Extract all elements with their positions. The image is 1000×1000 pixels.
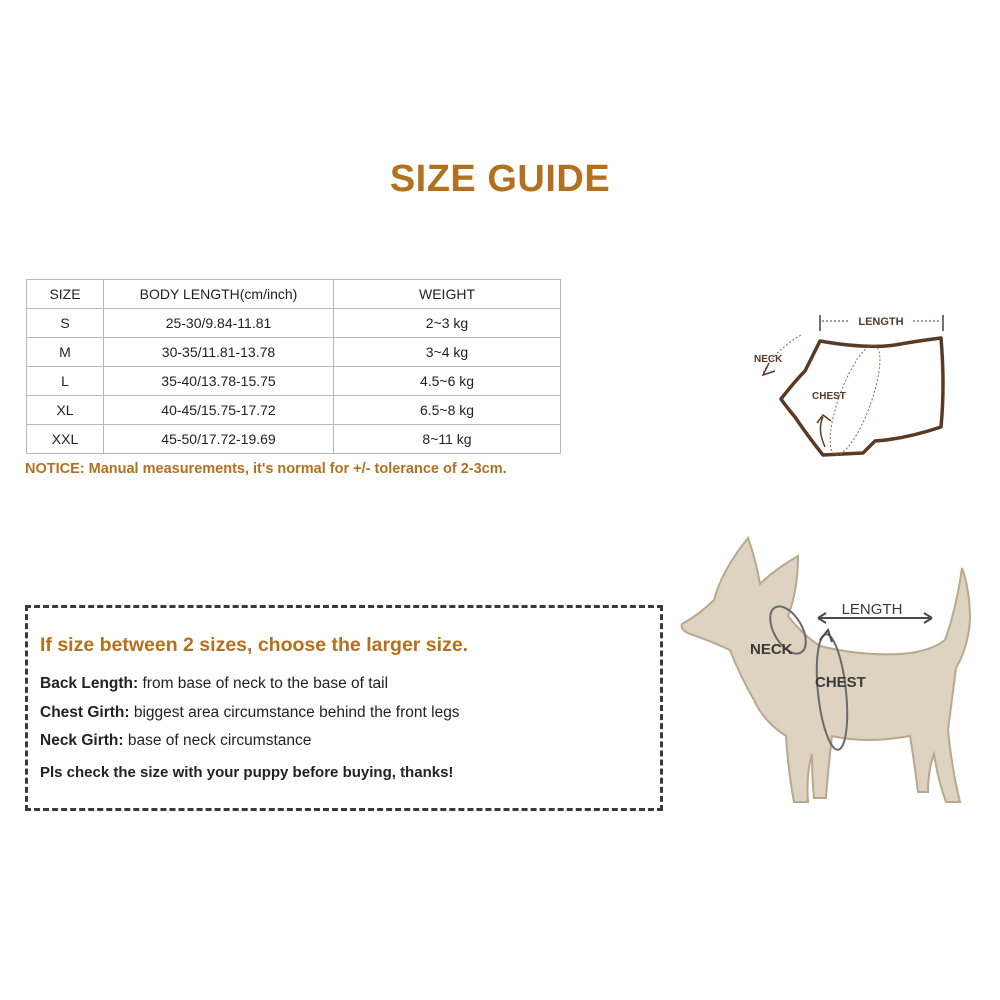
sizing-notes-box (25, 605, 663, 811)
table-cell: 45-50/17.72-19.69 (104, 425, 334, 454)
garment-outline (781, 338, 943, 455)
back-length-label: Back Length: (40, 675, 139, 692)
size-table (26, 279, 561, 454)
garment-chest-label: CHEST (812, 391, 846, 402)
garment-neck-label: NECK (754, 354, 783, 365)
back-length-text: from base of neck to the base of tail (138, 675, 389, 692)
garment-length-label: LENGTH (858, 316, 904, 328)
dog-diagram (670, 530, 990, 820)
table-header: BODY LENGTH(cm/inch) (104, 280, 334, 309)
garment-diagram (745, 305, 955, 470)
neck-girth-label: Neck Girth: (40, 732, 124, 749)
table-cell: 2~3 kg (334, 309, 561, 338)
dog-silhouette (682, 538, 970, 802)
table-cell: 25-30/9.84-11.81 (104, 309, 334, 338)
dog-length-label: LENGTH (841, 601, 903, 618)
table-row (27, 396, 561, 425)
dog-neck-label: NECK (750, 641, 793, 658)
table-cell: 6.5~8 kg (334, 396, 561, 425)
table-row (27, 309, 561, 338)
dog-chest-label: CHEST (815, 674, 866, 691)
table-cell: XXL (27, 425, 104, 454)
table-cell: 8~11 kg (334, 425, 561, 454)
table-cell: L (27, 367, 104, 396)
chest-girth-text: biggest area circumstance behind the front legs (129, 704, 460, 721)
table-cell: 4.5~6 kg (334, 367, 561, 396)
table-cell: 40-45/15.75-17.72 (104, 396, 334, 425)
neck-girth-text: base of neck circumstance (123, 732, 312, 749)
table-cell: S (27, 309, 104, 338)
table-row (27, 338, 561, 367)
tolerance-notice: NOTICE: Manual measurements, it's normal for +/- tolerance of 2-3cm. (25, 461, 507, 477)
table-header-row (27, 280, 561, 309)
page-title: SIZE GUIDE (389, 158, 611, 200)
table-cell: M (27, 338, 104, 367)
sizing-advice-heading: If size between 2 sizes, choose the larger size. (40, 634, 469, 656)
back-length-note (40, 675, 388, 693)
table-cell: XL (27, 396, 104, 425)
table-header: WEIGHT (334, 280, 561, 309)
chest-girth-note (40, 704, 460, 722)
final-note: Pls check the size with your puppy before buying, thanks! (40, 764, 454, 781)
table-cell: 35-40/13.78-15.75 (104, 367, 334, 396)
table-row (27, 367, 561, 396)
table-header: SIZE (27, 280, 104, 309)
chest-girth-label: Chest Girth: (40, 704, 130, 721)
neck-girth-note (40, 732, 311, 750)
table-cell: 3~4 kg (334, 338, 561, 367)
table-cell: 30-35/11.81-13.78 (104, 338, 334, 367)
table-row (27, 425, 561, 454)
